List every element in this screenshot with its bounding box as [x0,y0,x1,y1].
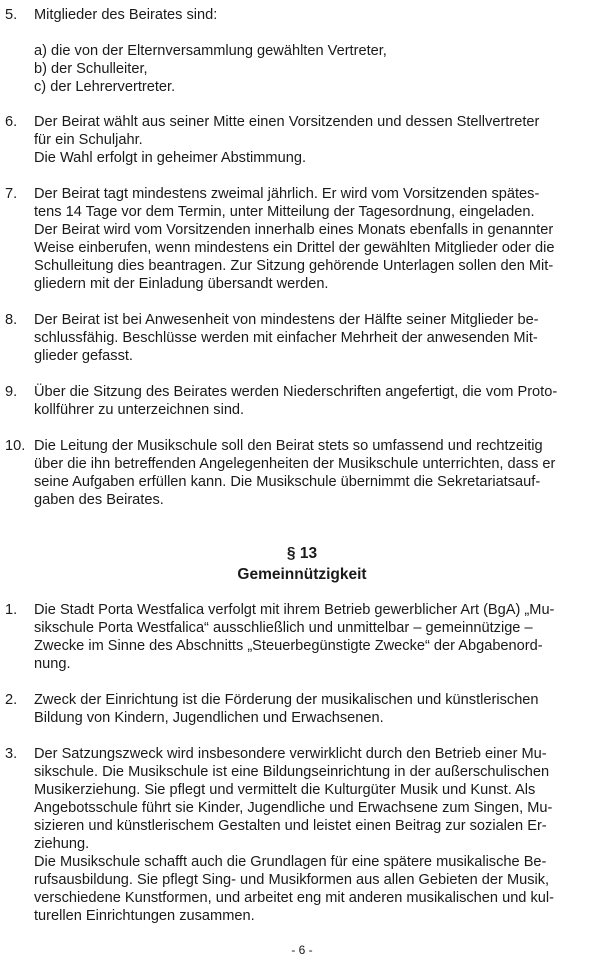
item-text [34,437,594,509]
text-line: glieder gefasst. [34,348,133,364]
text-line: ziehung. [34,836,90,852]
text-line: Die Stadt Porta Westfalica verfolgt mit ihrem Betrieb gewerblicher Art (BgA) „Mu- [34,602,555,618]
text-line: c) der Lehrervertreter. [34,79,176,95]
text-line: Der Beirat tagt mindestens zweimal jährlich. Er wird vom Vorsitzenden spätes- [34,186,540,202]
section-number: § 13 [286,545,318,562]
item-text [34,113,594,167]
text-line: Musikerziehung. Sie pflegt und vermittelt die Kulturgüter Musik und Kunst. Als [34,782,536,798]
item-text [34,745,594,925]
text-line: Der Beirat ist bei Anwesenheit von mindestens der Hälfte seiner Mitglieder be- [34,312,539,328]
item-text [34,6,594,96]
item-number: 9. [5,384,18,400]
item-number: 6. [5,114,18,130]
text-line: Zwecke im Sinne des Abschnitts „Steuerbegünstigte Zwecke“ der Abgabenord- [34,638,543,654]
text-line: kollführer zu unterzeichnen sind. [34,402,245,418]
item-number: 7. [5,186,18,202]
text-line: sikschule Porta Westfalica“ ausschließlich und unmittelbar – gemeinnützige – [34,620,533,636]
item-text [34,185,594,293]
text-line: sizieren und künstlerischem Gestalten und leistet einen Beitrag zur sozialen Er- [34,818,547,834]
text-line: über die ihn betreffenden Angelegenheiten der Musikschule unterrichten, dass er [34,456,556,472]
item-number: 1. [5,602,18,618]
item-number: 5. [5,7,18,23]
text-line: tens 14 Tage vor dem Termin, unter Mitteilung der Tagesordnung, eingeladen. [34,204,535,220]
item-text [34,691,594,727]
section-title: Gemeinnützigkeit [237,566,367,583]
text-line: Die Wahl erfolgt in geheimer Abstimmung. [34,150,306,166]
text-line: a) die von der Elternversammlung gewählten Vertreter, [34,43,387,59]
text-line: Mitglieder des Beirates sind: [34,7,218,23]
text-line: Der Beirat wählt aus seiner Mitte einen Vorsitzenden und dessen Stellvertreter [34,114,540,130]
text-line: Die Musikschule schafft auch die Grundlagen für eine spätere musikalische Be- [34,854,547,870]
text-line: Der Beirat wird vom Vorsitzenden innerhalb eines Monats ebenfalls in genannter [34,222,554,238]
text-line: verschiedene Kunstformen, und arbeitet eng mit anderen musikalischen und kul- [34,890,554,906]
text-line: nung. [34,656,71,672]
text-line: Angebotsschule führt sie Kinder, Jugendliche und Erwachsene zum Singen, Mu- [34,800,553,816]
text-line: sikschule. Die Musikschule ist eine Bildungseinrichtung in der außerschulischen [34,764,550,780]
item-text [34,601,594,673]
item-text [34,383,594,419]
item-number: 3. [5,746,18,762]
text-line: Der Satzungszweck wird insbesondere verwirklicht durch den Betrieb einer Mu- [34,746,547,762]
page-number: - 6 - [291,943,313,957]
text-line: Bildung von Kindern, Jugendlichen und Erwachsenen. [34,710,384,726]
text-line: für ein Schuljahr. [34,132,143,148]
item-text [34,311,594,365]
text-line: seine Aufgaben erfüllen kann. Die Musikschule übernimmt die Sekretariatsauf- [34,474,541,490]
text-line: Über die Sitzung des Beirates werden Niederschriften angefertigt, die vom Proto- [34,384,558,400]
text-line: turellen Einrichtungen zusammen. [34,908,255,924]
text-line: Zweck der Einrichtung ist die Förderung der musikalischen und künstlerischen [34,692,539,708]
text-line: gaben des Beirates. [34,492,164,508]
text-line: schlussfähig. Beschlüsse werden mit einfacher Mehrheit der anwesenden Mit- [34,330,538,346]
text-line: Die Leitung der Musikschule soll den Beirat stets so umfassend und rechtzeitig [34,438,543,454]
text-line: rufsausbildung. Sie pflegt Sing- und Musikformen aus allen Gebieten der Musik, [34,872,550,888]
text-line [34,24,594,42]
section-heading [0,543,604,585]
text-line: b) der Schulleiter, [34,61,148,77]
item-number: 2. [5,692,18,708]
item-number: 10. [5,438,26,454]
text-line: gliedern mit der Einladung übersandt werden. [34,276,329,292]
item-number: 8. [5,312,18,328]
text-line: Weise einberufen, wenn mindestens ein Drittel der gewählten Mitglieder oder die [34,240,555,256]
text-line: Schulleitung dies beantragen. Zur Sitzung gehörende Unterlagen sollen den Mit- [34,258,554,274]
